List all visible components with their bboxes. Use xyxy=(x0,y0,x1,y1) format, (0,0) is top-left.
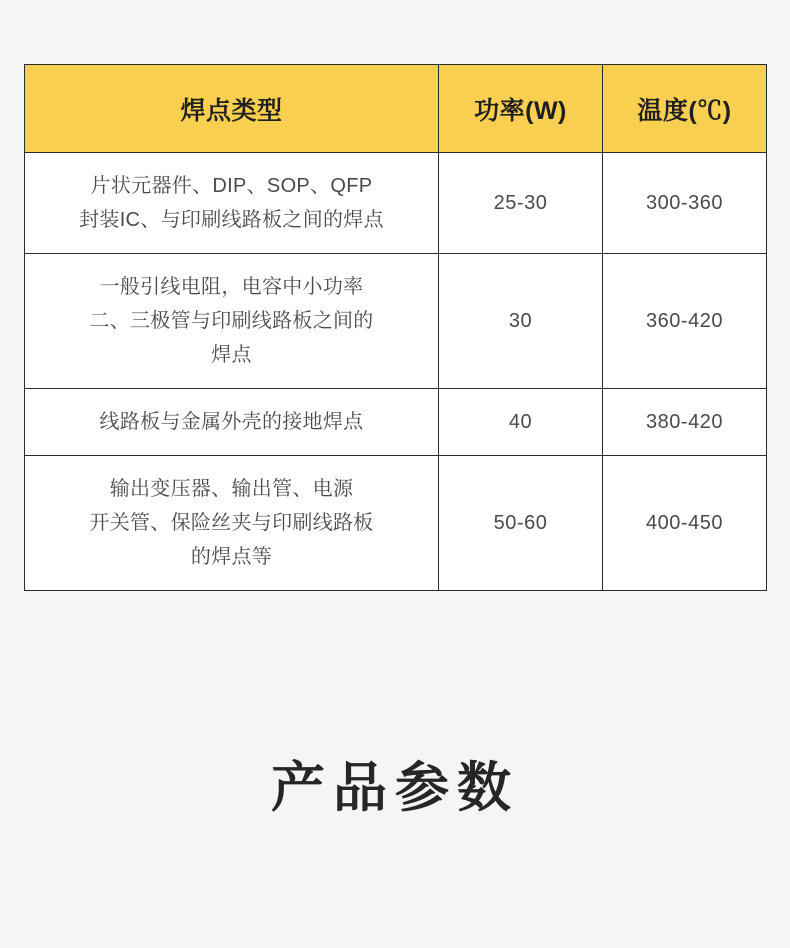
cell-type: 输出变压器、输出管、电源 开关管、保险丝夹与印刷线路板 的焊点等 xyxy=(25,456,439,591)
cell-type: 线路板与金属外壳的接地焊点 xyxy=(25,389,439,456)
table-header xyxy=(25,65,767,153)
table-row xyxy=(25,254,767,389)
cell-type: 一般引线电阻，电容中小功率 二、三极管与印刷线路板之间的 焊点 xyxy=(25,254,439,389)
table-row xyxy=(25,153,767,254)
table-row xyxy=(25,456,767,591)
table-row xyxy=(25,389,767,456)
section-title: 产品参数 xyxy=(271,758,519,818)
column-header-type: 焊点类型 xyxy=(25,65,439,153)
cell-temperature: 300-360 xyxy=(603,153,767,254)
cell-temperature: 380-420 xyxy=(603,389,767,456)
column-header-temperature: 温度(℃) xyxy=(603,65,767,153)
table-body xyxy=(25,153,767,591)
spec-table-container xyxy=(24,64,766,591)
cell-type: 片状元器件、DIP、SOP、QFP 封装IC、与印刷线路板之间的焊点 xyxy=(25,153,439,254)
cell-power: 25-30 xyxy=(439,153,603,254)
cell-power: 40 xyxy=(439,389,603,456)
cell-power: 50-60 xyxy=(439,456,603,591)
table-header-row xyxy=(25,65,767,153)
soldering-spec-table xyxy=(24,64,767,591)
cell-temperature: 360-420 xyxy=(603,254,767,389)
cell-temperature: 400-450 xyxy=(646,512,723,534)
cell-power: 30 xyxy=(439,254,603,389)
column-header-power: 功率(W) xyxy=(439,65,603,153)
